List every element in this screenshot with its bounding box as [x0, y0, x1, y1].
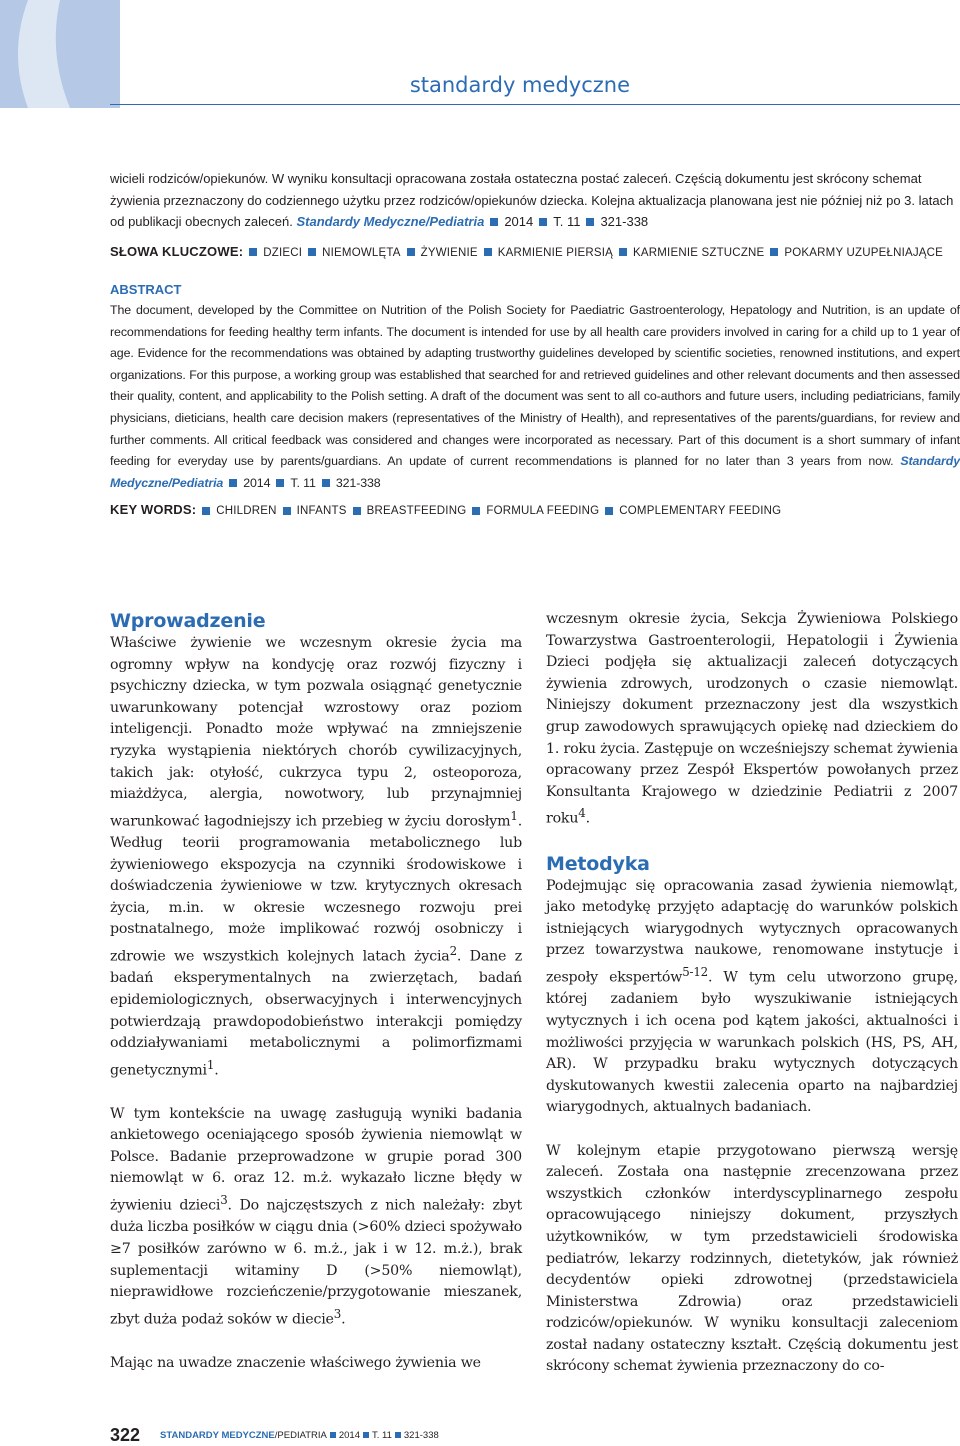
keywords-label: SŁOWA KLUCZOWE:	[110, 243, 244, 259]
abstract-heading: ABSTRACT	[110, 282, 182, 297]
paragraph-text: . Według teorii programowania metabolicznego lub żywieniowego ekspozycja na czynniki środowiskowe i doświadczenia żywieniowe w tzw. krytycznych okresach życia, m.in. w okresie wczesnego rozwoju prei postnatalnego, może implikować rozwój osobniczy i zdrowie we wszystkich kolejnych latach życia	[110, 813, 522, 965]
reference-number: 4	[578, 806, 586, 821]
body-paragraph	[546, 876, 958, 1119]
keyword: POKARMY UZUPEŁNIAJĄCE	[784, 246, 944, 259]
keyword: COMPLEMENTARY FEEDING	[619, 505, 782, 518]
footer-volume: T. 11	[372, 1430, 392, 1441]
key-words-line	[110, 502, 960, 517]
abstract-volume: T. 11	[290, 475, 316, 490]
abstract-year: 2014	[243, 475, 271, 490]
bullet-icon	[283, 507, 291, 515]
abstract-pages: 321-338	[335, 475, 381, 490]
bullet-icon	[605, 507, 613, 515]
reference-number: 3	[220, 1193, 228, 1208]
keyword: ŻYWIENIE	[420, 246, 478, 259]
bullet-icon	[395, 1432, 401, 1438]
bullet-icon	[249, 248, 257, 256]
header-rule	[110, 104, 960, 105]
bullet-icon	[276, 479, 284, 487]
keyword: DZIECI	[263, 246, 303, 259]
right-column	[546, 609, 958, 1378]
paragraph-text: Podejmując się opracowania zasad żywienia niemowląt, jako metodykę przyjęto adaptację do warunków polskich istniejących wiarygodnych wytycznych opracowanych przez towarzystwa naukowe, renomowane instytucje i zespoły ekspertów	[546, 877, 958, 986]
bullet-icon	[770, 248, 778, 256]
bullet-icon	[472, 507, 480, 515]
keywords-line	[110, 241, 960, 265]
footer-citation	[160, 1430, 439, 1441]
paragraph-text: .	[585, 811, 590, 828]
bullet-icon	[353, 507, 361, 515]
reference-number: 2	[449, 944, 457, 959]
abstract-paragraph	[110, 300, 960, 494]
bullet-icon	[586, 218, 594, 226]
paragraph-text: W tym kontekście na uwagę zasługują wyniki badania ankietowego oceniającego sposób żywienia niemowląt w Polsce. Badanie przeprowadzone w grupie porad 300 niemowląt w 6. oraz 12. m.ż. wykazało liczne błędy w żywieniu dzieci	[110, 1105, 522, 1214]
keyword: KARMIENIE SZTUCZNE	[633, 246, 765, 259]
paragraph-text: wczesnym okresie życia, Sekcja Żywieniowa Polskiego Towarzystwa Gastroenterologii, Hepatologii i Żywienia Dzieci podjęła się aktualizacji zaleceń dotyczących żywienia zdrowych, urodzonych o czasie niemowląt. Niniejszy dokument przeznaczony jest dla wszystkich grup zawodowych sprawujących opiekę nad dzieckiem do 1. roku życia. Zastępuje on wcześniejszy schemat żywienia opracowany przez Zespół Ekspertów powołanych przez Konsultanta Krajowego w dziedzinie Pediatrii z 2007 roku	[546, 611, 958, 828]
reference-number: 5-12	[682, 965, 708, 980]
summary-pages: 321-338	[600, 214, 649, 230]
paragraph-text: . Dane z badań eksperymentalnych na zwierzętach, badań epidemiologicznych, obserwacyjnych i interwencyjnych potwierdzają prawdopodobieństwo interakcji pomiędzy oddziaływaniami metabolicznymi a polimorfizmami genetycznymi	[110, 948, 522, 1079]
english-abstract	[110, 282, 960, 517]
summary-paragraph	[110, 168, 960, 233]
keyword: INFANTS	[296, 505, 347, 518]
footer-journal: STANDARDY MEDYCZNE	[160, 1430, 275, 1441]
body-paragraph: Mając na uwadze znaczenie właściwego żywienia we	[110, 1354, 481, 1371]
section-title: standardy medyczne	[409, 73, 630, 97]
key-words-label: KEY WORDS:	[110, 502, 197, 518]
reference-number: 3	[333, 1306, 342, 1321]
bullet-icon	[308, 248, 316, 256]
bullet-icon	[322, 479, 330, 487]
section-heading-methodology: Metodyka	[546, 852, 650, 875]
polish-summary	[110, 168, 960, 264]
paragraph-text: Właściwe żywienie we wczesnym okresie życia ma ogromny wpływ na kondycję oraz rozwój fizyczny i psychiczny dziecka, w tym pozwala osiągnąć genetycznie uwarunkowany potencjał wzrostowy oraz poziom inteligencji. Ponadto może wpływać na zmniejszenie ryzyka wystąpienia niektórych chorób cywilizacyjnych, takich jak: otyłość, cukrzyca typu 2, osteoporoza, miażdżyca, alergia, nowotwory, lub przynajmniej warunkować łagodniejszy ich przebieg w życiu dorosłym	[110, 635, 522, 830]
page-footer	[110, 1425, 439, 1446]
bullet-icon	[539, 218, 547, 226]
footer-pages: 321-338	[403, 1430, 439, 1441]
summary-journal-citation: Standardy Medyczne/Pediatria	[296, 214, 485, 230]
keyword: FORMULA FEEDING	[486, 505, 600, 518]
paragraph-text: .	[214, 1062, 219, 1079]
paragraph-text: . Do najczęstszych z nich należały: zbyt duża liczba posiłków w ciągu dnia (>60% dzieci spożywało ≥7 posiłków zarówno w 6. m.ż., jak i w 12. m.ż.), brak suplementacji witaminy D (>50% niemowląt), nieprawidłowe rozcieńczenie/przygotowanie mieszanek, zbyt duża podaż soków w diecie	[110, 1197, 522, 1328]
body-paragraph	[546, 609, 958, 831]
page-number: 322	[110, 1425, 141, 1445]
abstract-journal-citation: Standardy Medyczne/Pediatria	[110, 454, 960, 490]
paragraph-text: . W tym celu utworzono grupę, której zadaniem było wyszukiwanie istniejących wytycznych i ich ocena pod kątem jakości, aktualności i możliwości przyjęcia w warunkach polskich (HS, PS, AH, AR). W przypadku braku wytycznych dotyczących dyskutowanych kwestii zalecenia oparto na najbardziej wiarygodnych, aktualnych badaniach.	[546, 969, 958, 1116]
summary-text: wicieli rodziców/opiekunów. W wyniku konsultacji opracowana została ostateczna postać zaleceń. Częścią dokumentu jest skrócony schemat żywienia przeznaczony do codziennego użytku przez rodziców/opiekunów dziecka. Kolejna aktualizacja planowana jest nie później niż po 3. latach od publikacji obecnych zaleceń.	[110, 171, 954, 230]
bullet-icon	[330, 1432, 336, 1438]
section-heading-introduction: Wprowadzenie	[110, 610, 266, 632]
bullet-icon	[407, 248, 415, 256]
bullet-icon	[363, 1432, 369, 1438]
footer-journal-part: /PEDIATRIA	[274, 1430, 327, 1441]
keyword: KARMIENIE PIERSIĄ	[497, 246, 614, 259]
keyword: BREASTFEEDING	[366, 505, 467, 518]
bullet-icon	[484, 248, 492, 256]
bullet-icon	[490, 218, 498, 226]
keyword: CHILDREN	[216, 505, 277, 518]
keyword: NIEMOWLĘTA	[322, 246, 401, 259]
left-column	[110, 609, 522, 1374]
body-paragraph	[110, 1104, 522, 1331]
header-decoration	[0, 0, 120, 108]
bullet-icon	[619, 248, 627, 256]
abstract-text: The document, developed by the Committee on Nutrition of the Polish Society for Paediatric Gastroenterology, Hepatology and Nutrition, is an update of recommendations for feeding healthy term infants. The document is intended for use by all health care providers involved in caring for a child up to 1 year of age. Evidence for the recommendations was obtained by adapting trustworthy guidelines developed by scientific societies, renowned institutions, and expert organizations. For this purpose, a working group was established that searched for and retrieved guidelines and other relevant documents and then assessed their quality, content, and applicability to the Polish setting. A draft of the document was sent to all co-authors and future users, including pediatricians, family physicians, dieticians, health care decision makers (representatives of the Ministry of Health), and representatives of the parents/guardians, for review and further comments. All critical feedback was considered and changes were incorporated as necessary. Part of this document is a short summary of infant feeding for everyday use by parents/guardians. An update of current recommendations is planned for no later than 3 years from now.	[110, 303, 960, 469]
body-paragraph	[110, 633, 522, 1082]
bullet-icon	[202, 507, 210, 515]
summary-volume: T. 11	[553, 214, 581, 230]
bullet-icon	[229, 479, 237, 487]
footer-year: 2014	[338, 1430, 360, 1441]
summary-year: 2014	[504, 214, 534, 230]
reference-number: 1	[510, 808, 518, 823]
paragraph-text: .	[341, 1311, 346, 1328]
reference-number: 1	[206, 1057, 215, 1072]
body-paragraph: W kolejnym etapie przygotowano pierwszą wersję zaleceń. Została ona następnie zrecenzowana przez wszystkich członków interdyscyplinarnego zespołu opracowującego niniejszy dokument, przyszłych użytkowników, w tym przedstawicieli środowiska pediatrów, lekarzy rodzinnych, dietetyków, jak również decydentów opieki zdrowotnej (przedstawiciela Ministerstwa Zdrowia) oraz przedstawicieli rodziców/opiekunów. W wyniku konsultacji zaleceniom został nadany ostateczny kształt. Częścią dokumentu jest skrócony schemat żywienia przeznaczony do co-	[546, 1142, 958, 1375]
